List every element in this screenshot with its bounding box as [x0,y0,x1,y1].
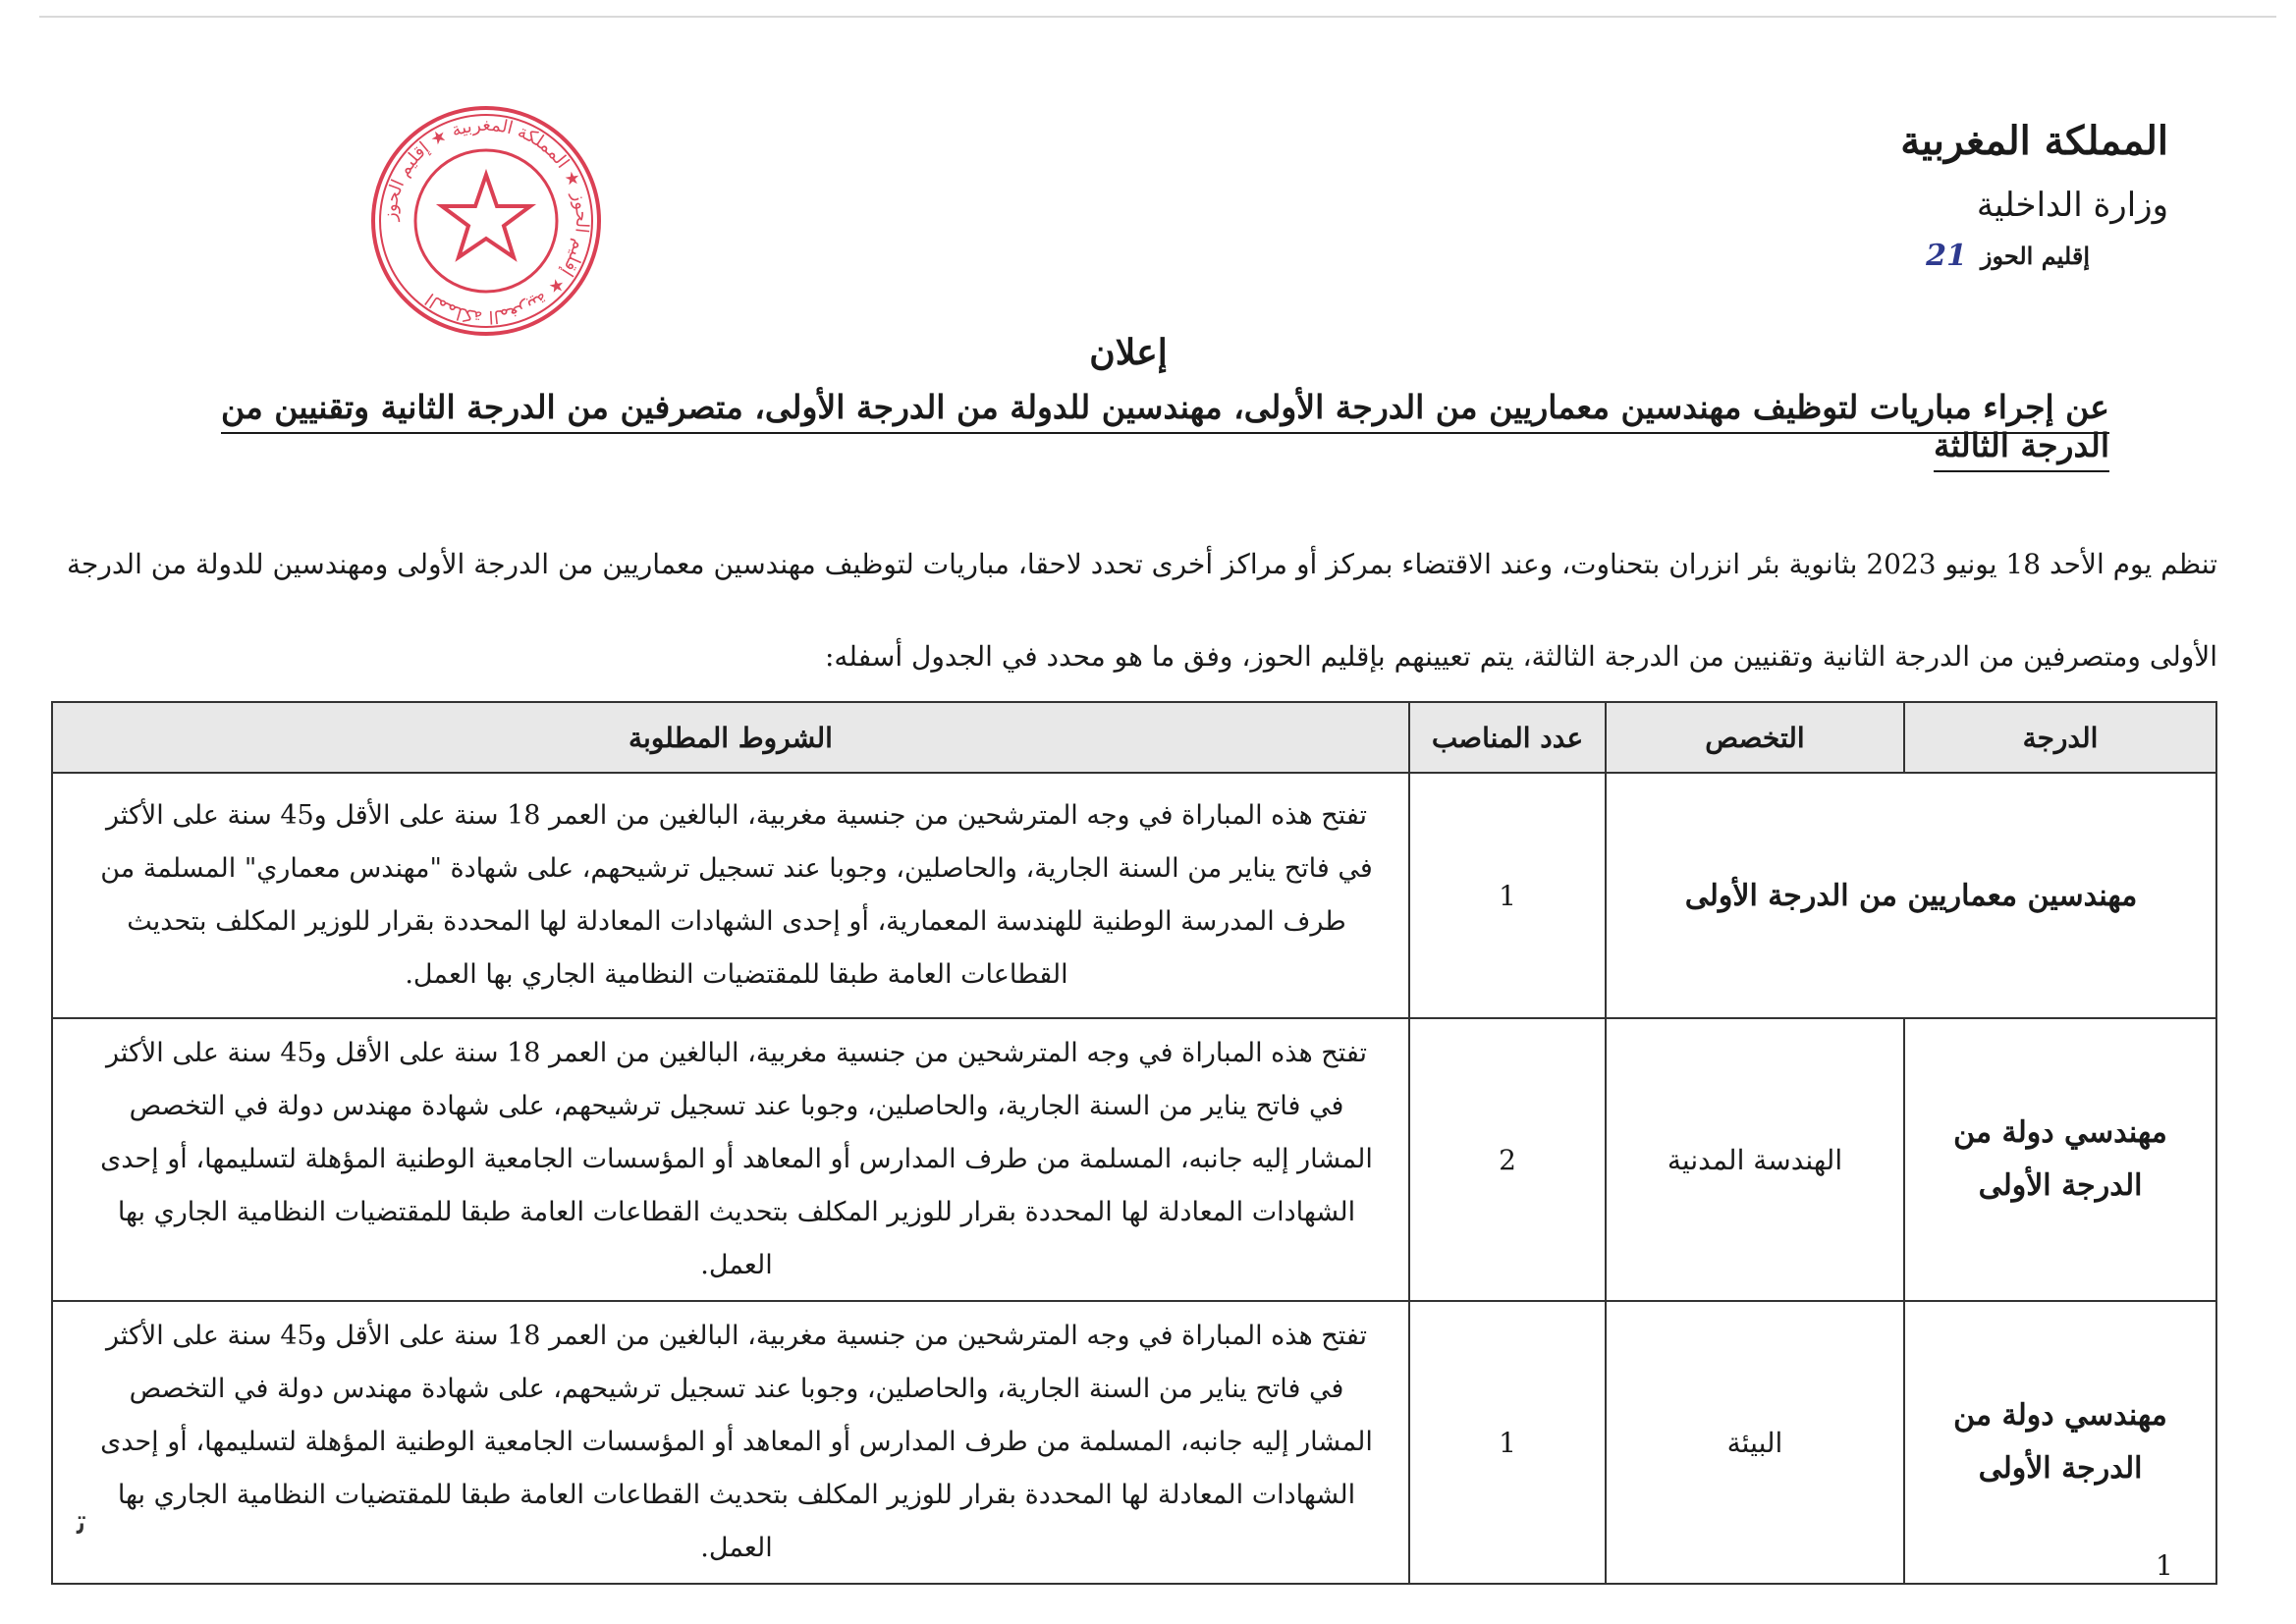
positions-table [51,701,2217,1585]
row-grade: مهندسين معماريين من الدرجة الأولى [1606,773,2216,1018]
row-grade: مهندسي دولة من الدرجة الأولى [1904,1018,2216,1301]
table-header-row [52,702,2216,773]
row-conditions: تفتح هذه المباراة في وجه المترشحين من جنسية مغربية، البالغين من العمر 18 سنة على الأقل و45 سنة على الأكثر في فاتح يناير من السنة الجارية، والحاصلين، وجوبا عند تسجيل ترشيحهم، على شهادة مهندس دولة في التخصص المشار إليه جانبه، المسلمة من طرف المدارس أو المعاهد أو المؤسسات الجامعية الوطنية المؤهلة لتسليمها، أو إحدى الشهادات المعادلة لها المحددة بقرار للوزير المكلف بتحديث القطاعات العامة طبقا للمقتضيات النظامية الجاري بها العمل. [52,1018,1409,1301]
announcement-intro: تنظم يوم الأحد 18 يونيو 2023 بثانوية بئر انزران بتحناوت، وعند الاقتضاء بمركز أو مراكز أخرى تحدد لاحقا، مباريات لتوظيف مهندسين معماريين من الدرجة الأولى ومهندسين للدولة من الدرجة الأولى ومتصرفين من الدرجة الثانية وتقنيين من الدرجة الثالثة، يتم تعيينهم بإقليم الحوز، وفق ما هو محدد في الجدول أسفله: [67,548,2217,673]
page-number: 1 [2156,1549,2173,1582]
announcement-subtitle-text: عن إجراء مباريات لتوظيف مهندسين معماريين من الدرجة الأولى، مهندسين للدولة من الدرجة الأولى، متصرفين من الدرجة الثانية وتقنيين من الدرجة الثالثة [221,388,2109,472]
province-name: إقليم الحوز [1980,242,2090,270]
row-conditions: تفتح هذه المباراة في وجه المترشحين من جنسية مغربية، البالغين من العمر 18 سنة على الأقل و45 سنة على الأكثر في فاتح يناير من السنة الجارية، والحاصلين، وجوبا عند تسجيل ترشيحهم، على شهادة مهندس دولة في التخصص المشار إليه جانبه، المسلمة من طرف المدارس أو المعاهد أو المؤسسات الجامعية الوطنية المؤهلة لتسليمها، أو إحدى الشهادات المعادلة لها المحددة بقرار للوزير المكلف بتحديث القطاعات العامة طبقا للمقتضيات النظامية الجاري بها العمل. [52,1301,1409,1584]
header-specialty: التخصص [1606,702,1904,773]
row-positions: 1 [1409,1301,1606,1584]
province-line [1844,239,2090,273]
header-positions: عدد المناصب [1409,702,1606,773]
ministry-name: وزارة الداخلية [1976,186,2168,225]
announcement-subtitle [145,388,2109,464]
official-seal-stamp [363,98,609,344]
svg-text:المملكة المغربية ★ إقليم الحوز: المملكة المغربية ★ إقليم الحوز ★ المملكة المغربية ★ إقليم الحوز [379,114,593,328]
row-specialty: البيئة [1606,1301,1904,1584]
row-grade: مهندسي دولة من الدرجة الأولى [1904,1301,2216,1584]
table-row [52,1301,2216,1584]
row-conditions: تفتح هذه المباراة في وجه المترشحين من جنسية مغربية، البالغين من العمر 18 سنة على الأقل و45 سنة على الأكثر في فاتح يناير من السنة الجارية، والحاصلين، وجوبا عند تسجيل ترشيحهم، على شهادة "مهندس معماري" المسلمة من طرف المدرسة الوطنية للهندسة المعمارية، أو إحدى الشهادات المعادلة لها المحددة بقرار للوزير المكلف بتحديث القطاعات العامة طبقا للمقتضيات النظامية الجاري بها العمل. [52,773,1409,1018]
header-conditions: الشروط المطلوبة [52,702,1409,773]
row-positions: 2 [1409,1018,1606,1301]
header-grade: الدرجة [1904,702,2216,773]
initials-mark: ﺗ [77,1502,87,1543]
row-specialty: الهندسة المدنية [1606,1018,1904,1301]
announcement-title: إعلان [1089,332,1168,373]
table-row [52,773,2216,1018]
top-rule [39,16,2276,18]
row-positions: 1 [1409,773,1606,1018]
table-row [52,1018,2216,1301]
kingdom-name: المملكة المغربية [1900,118,2168,164]
province-reference: 21 [1926,239,1967,273]
letterhead [1844,118,2168,273]
